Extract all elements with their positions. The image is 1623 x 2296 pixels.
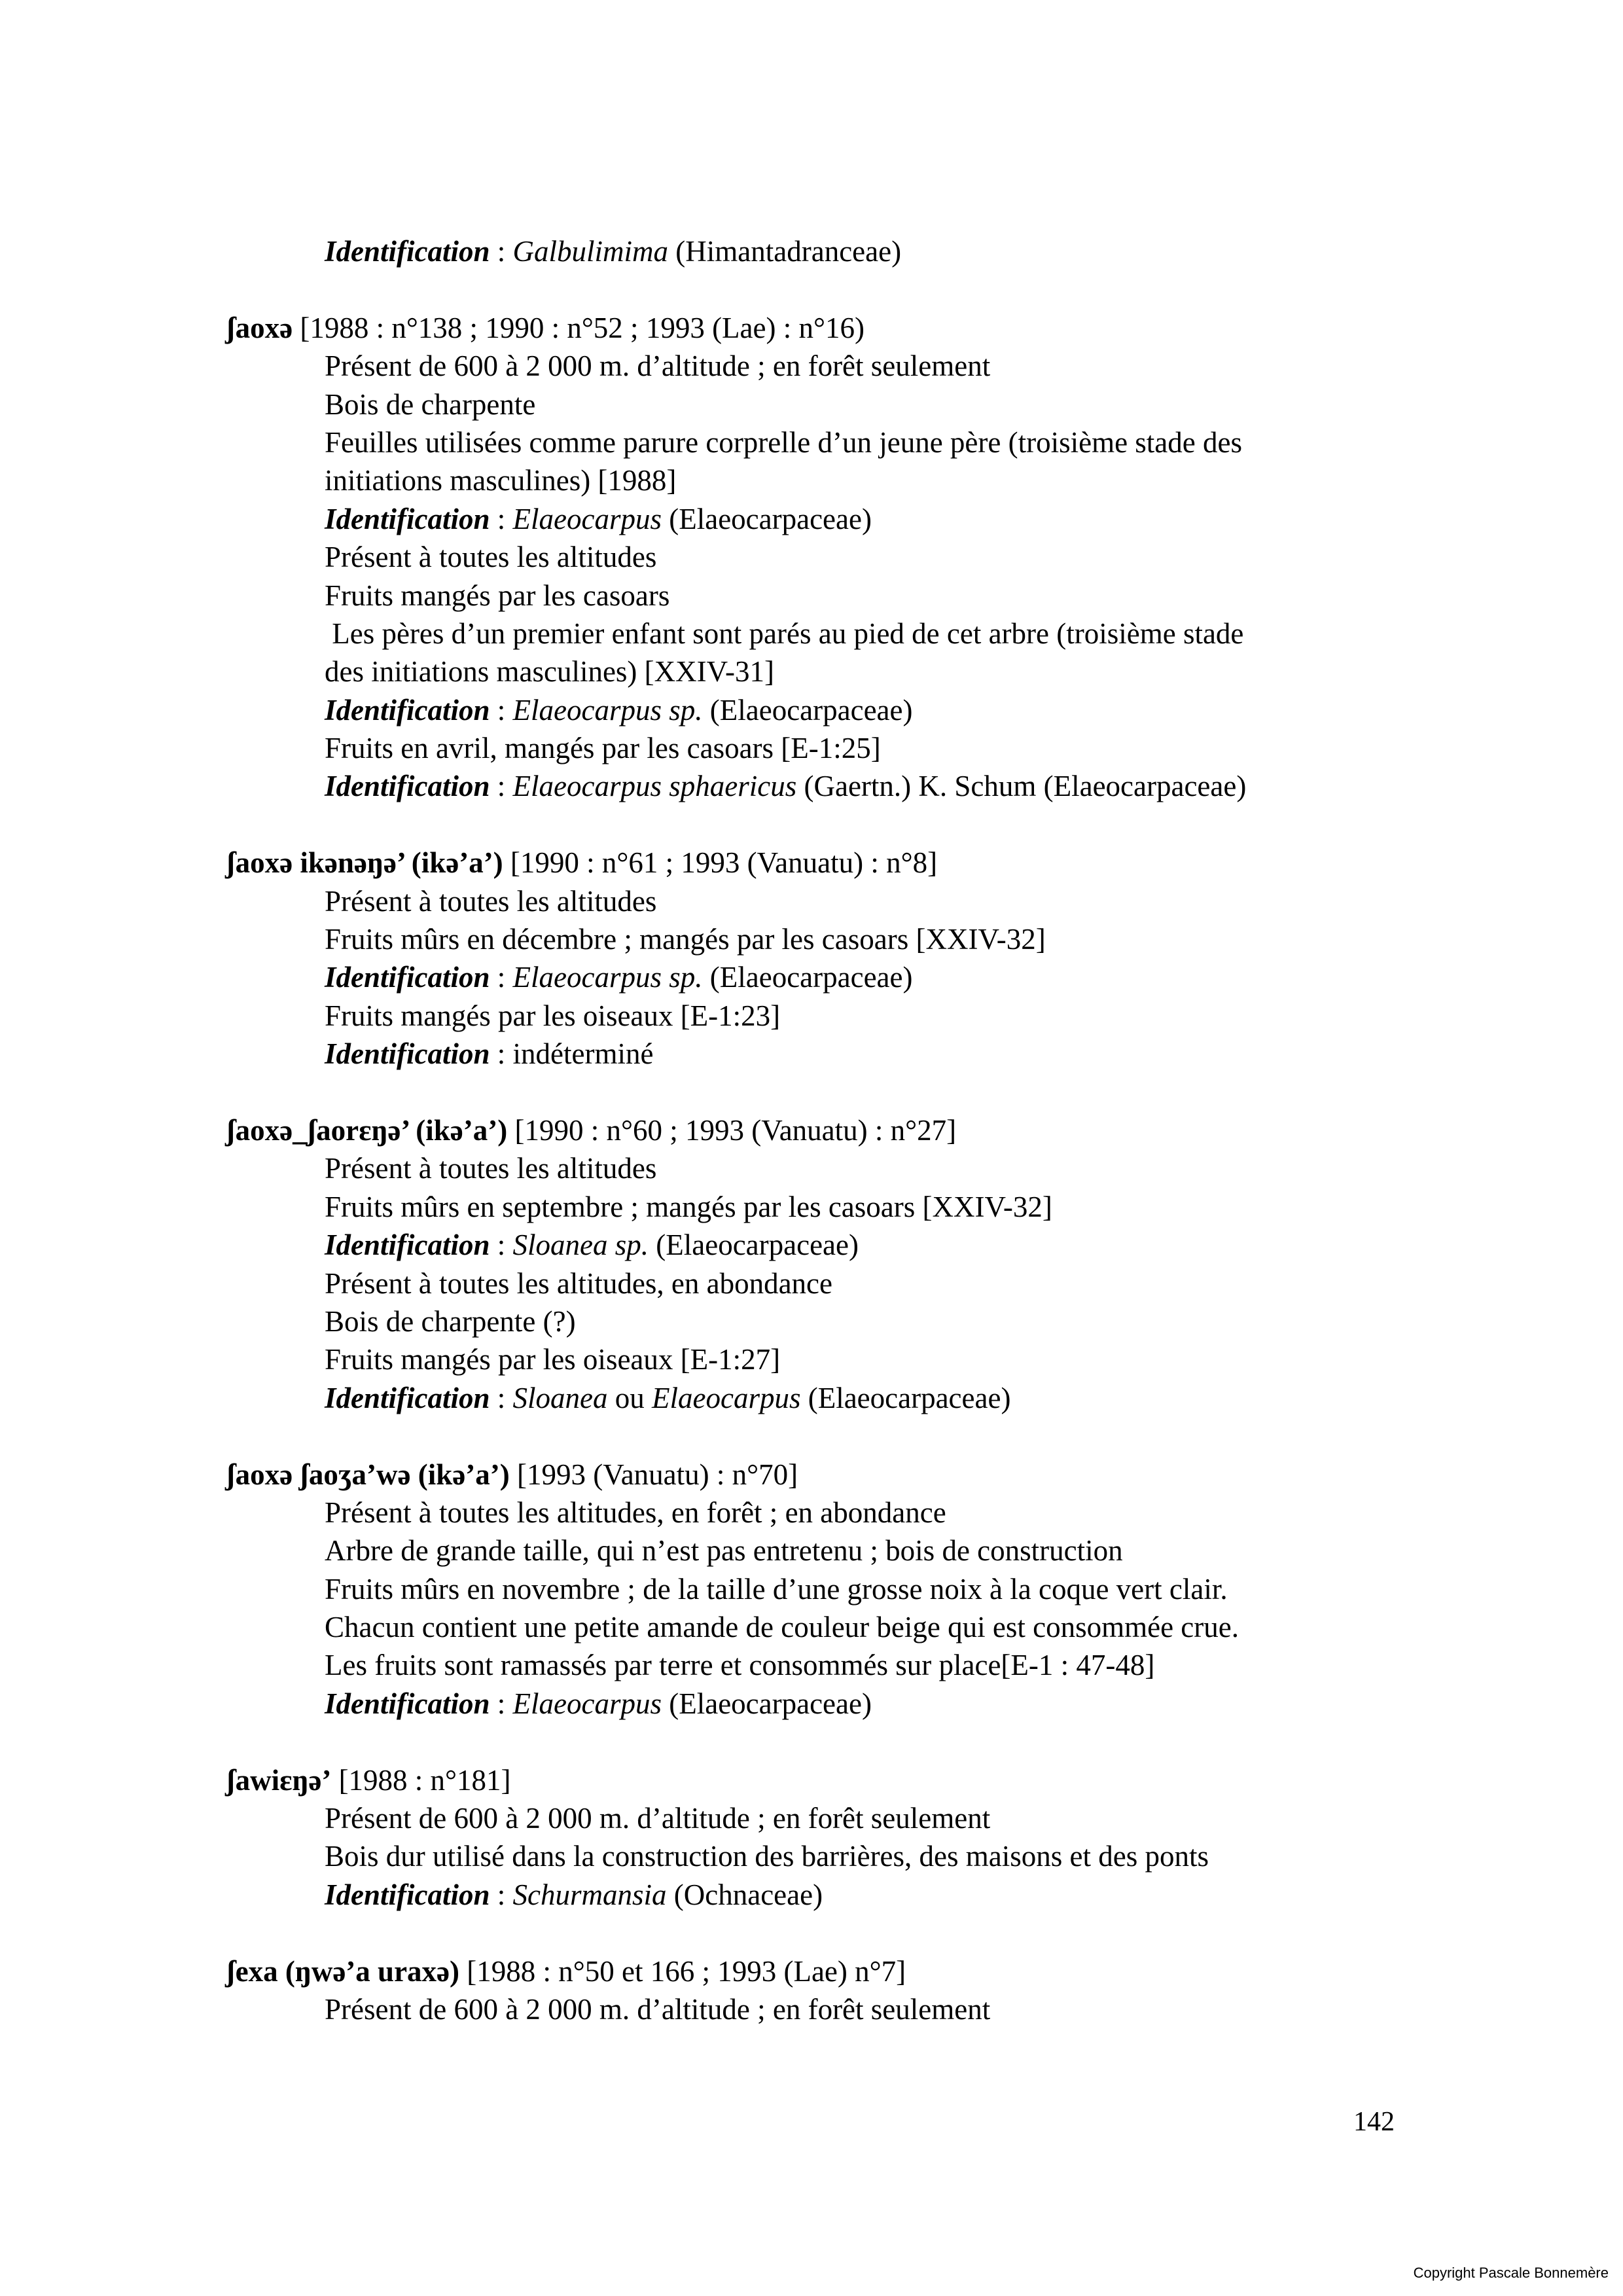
entry-reference: [1993 (Vanuatu) : n°70] bbox=[509, 1458, 798, 1491]
entry-line bbox=[226, 461, 1470, 499]
text-segment: (Elaeocarpaceae) bbox=[800, 1381, 1011, 1414]
entry-line bbox=[226, 1570, 1470, 1608]
entry-line bbox=[226, 920, 1470, 958]
identification-label: Identification bbox=[325, 502, 490, 535]
text-segment: Présent de 600 à 2 000 m. d’altitude ; en forêt seulement bbox=[325, 350, 991, 383]
spacer bbox=[226, 1914, 1470, 1952]
taxon-name: Elaeocarpus sphaericus bbox=[512, 770, 797, 803]
entry-line bbox=[226, 577, 1470, 615]
page-number: 142 bbox=[1353, 2107, 1395, 2137]
entry-line bbox=[226, 386, 1470, 423]
dictionary-entry bbox=[226, 1111, 1470, 1417]
entry-line bbox=[226, 1340, 1470, 1378]
entry-line bbox=[226, 1532, 1470, 1570]
entry-reference: [1988 : n°50 et 166 ; 1993 (Lae) n°7] bbox=[459, 1954, 906, 1988]
text-segment: Chacun contient une petite amande de couleur beige qui est consommée crue. bbox=[325, 1611, 1239, 1644]
entry-reference: [1988 : n°181] bbox=[331, 1763, 511, 1797]
text-segment: des initiations masculines) [XXIV-31] bbox=[325, 655, 774, 689]
text-segment: (Elaeocarpaceae) bbox=[702, 961, 913, 994]
taxon-name: Elaeocarpus bbox=[512, 1687, 662, 1720]
taxon-name: Elaeocarpus sp. bbox=[512, 961, 703, 994]
entry-reference: [1988 : n°138 ; 1990 : n°52 ; 1993 (Lae) : n°16) bbox=[293, 311, 865, 344]
entry-line bbox=[226, 1990, 1470, 2028]
dictionary-entry bbox=[226, 1952, 1470, 2029]
text-segment: Fruits mûrs en septembre ; mangés par les casoars [XXIV-32] bbox=[325, 1190, 1052, 1223]
text-segment: Fruits mangés par les oiseaux [E-1:27] bbox=[325, 1343, 781, 1376]
identification-label: Identification bbox=[325, 1687, 490, 1720]
dictionary-entry bbox=[226, 1456, 1470, 1723]
entry-line bbox=[226, 1646, 1470, 1684]
copyright-notice: Copyright Pascale Bonnemère bbox=[1413, 2265, 1609, 2281]
text-segment: Présent à toutes les altitudes bbox=[325, 884, 657, 918]
headword: ʃaoxə bbox=[226, 311, 293, 344]
text-segment: Feuilles utilisées comme parure corprelle d’un jeune père (troisième stade des bbox=[325, 425, 1242, 459]
entry-line bbox=[226, 232, 1470, 270]
text-segment: Arbre de grande taille, qui n’est pas entretenu ; bois de construction bbox=[325, 1534, 1123, 1568]
entry-line bbox=[226, 1837, 1470, 1875]
entry-line bbox=[226, 1494, 1470, 1532]
text-segment: : bbox=[490, 961, 513, 994]
identification-label: Identification bbox=[325, 1381, 490, 1414]
text-segment: (Ochnaceae) bbox=[666, 1878, 823, 1911]
entry-line bbox=[226, 997, 1470, 1035]
taxon-name: Elaeocarpus sp. bbox=[512, 693, 703, 726]
entry-line bbox=[226, 1302, 1470, 1340]
entry-reference: [1990 : n°60 ; 1993 (Vanuatu) : n°27] bbox=[507, 1113, 957, 1147]
taxon-name: Galbulimima bbox=[512, 235, 669, 268]
entry-line bbox=[226, 1685, 1470, 1723]
identification-label: Identification bbox=[325, 1878, 490, 1911]
text-segment: Les pères d’un premier enfant sont parés au pied de cet arbre (troisième stade bbox=[325, 617, 1244, 650]
taxon-name: Schurmansia bbox=[512, 1878, 667, 1911]
entry-line bbox=[226, 882, 1470, 920]
spacer bbox=[226, 1723, 1470, 1761]
entry-line bbox=[226, 1876, 1470, 1914]
text-segment: Fruits mûrs en novembre ; de la taille d’une grosse noix à la coque vert clair. bbox=[325, 1572, 1228, 1605]
text-segment: Les fruits sont ramassés par terre et consommés sur place[E-1 : 47-48] bbox=[325, 1649, 1155, 1682]
text-segment: (Elaeocarpaceae) bbox=[662, 502, 872, 535]
entry-line bbox=[226, 691, 1470, 729]
spacer bbox=[226, 270, 1470, 308]
dictionary-entry bbox=[226, 309, 1470, 806]
entry-heading bbox=[226, 309, 1470, 347]
entry-line bbox=[226, 615, 1470, 653]
spacer bbox=[226, 1073, 1470, 1111]
identification-label: Identification bbox=[325, 1037, 490, 1071]
headword: ʃaoxə_ʃaorɛŋə’ (ikə’a’) bbox=[226, 1113, 508, 1147]
text-segment: : bbox=[490, 770, 513, 803]
text-segment: Bois de charpente (?) bbox=[325, 1304, 576, 1338]
entry-line bbox=[226, 423, 1470, 461]
entry-line bbox=[226, 1035, 1470, 1073]
identification-label: Identification bbox=[325, 235, 490, 268]
entry-line bbox=[226, 1149, 1470, 1187]
document-body bbox=[226, 232, 1470, 2028]
text-segment: initiations masculines) [1988] bbox=[325, 464, 677, 497]
text-segment: : bbox=[490, 235, 513, 268]
entry-line bbox=[226, 1608, 1470, 1646]
text-segment: Présent à toutes les altitudes, en forêt ; en abondance bbox=[325, 1496, 946, 1529]
spacer bbox=[226, 806, 1470, 844]
text-segment: Présent à toutes les altitudes bbox=[325, 541, 657, 574]
text-segment: Présent à toutes les altitudes, en abondance bbox=[325, 1266, 833, 1300]
text-segment: Présent de 600 à 2 000 m. d’altitude ; en forêt seulement bbox=[325, 1992, 991, 2026]
spacer bbox=[226, 1417, 1470, 1455]
taxon-name: Elaeocarpus bbox=[652, 1381, 801, 1414]
entry-line bbox=[226, 347, 1470, 385]
identification-label: Identification bbox=[325, 770, 490, 803]
entry-heading bbox=[226, 1111, 1470, 1149]
text-segment: Fruits mangés par les oiseaux [E-1:23] bbox=[325, 999, 781, 1032]
text-segment: (Elaeocarpaceae) bbox=[662, 1687, 872, 1720]
text-segment: Fruits mûrs en décembre ; mangés par les casoars [XXIV-32] bbox=[325, 923, 1046, 956]
text-segment: : bbox=[490, 502, 513, 535]
text-segment: : bbox=[490, 1878, 513, 1911]
text-segment: Fruits mangés par les casoars bbox=[325, 579, 670, 612]
entry-line bbox=[226, 1799, 1470, 1837]
text-segment: Bois dur utilisé dans la construction des barrières, des maisons et des ponts bbox=[325, 1840, 1209, 1873]
text-segment: : bbox=[490, 1381, 513, 1414]
entry-heading bbox=[226, 1456, 1470, 1494]
text-segment: : bbox=[490, 1229, 513, 1262]
text-segment: : bbox=[490, 1687, 513, 1720]
text-segment: : bbox=[490, 693, 513, 726]
dictionary-entry bbox=[226, 844, 1470, 1073]
entry-line bbox=[226, 958, 1470, 996]
entry-reference: [1990 : n°61 ; 1993 (Vanuatu) : n°8] bbox=[503, 846, 938, 880]
text-segment: Bois de charpente bbox=[325, 387, 536, 421]
dictionary-entry bbox=[226, 1761, 1470, 1914]
entry-heading bbox=[226, 844, 1470, 882]
headword: ʃaoxə ʃaoʒa’wə (ikə’a’) bbox=[226, 1458, 510, 1491]
entry-line bbox=[226, 1379, 1470, 1417]
entry-heading bbox=[226, 1761, 1470, 1799]
identification-label: Identification bbox=[325, 961, 490, 994]
text-segment: (Gaertn.) K. Schum (Elaeocarpaceae) bbox=[796, 770, 1247, 803]
text-segment: : indéterminé bbox=[490, 1037, 654, 1071]
taxon-name: Sloanea bbox=[512, 1381, 608, 1414]
headword: ʃawiɛŋə’ bbox=[226, 1763, 332, 1797]
identification-label: Identification bbox=[325, 693, 490, 726]
text-segment: ou bbox=[607, 1381, 652, 1414]
entry-line bbox=[226, 500, 1470, 538]
entry-line bbox=[226, 767, 1470, 805]
entry-line bbox=[226, 1265, 1470, 1302]
text-segment: (Himantadranceae) bbox=[668, 235, 902, 268]
taxon-name: Elaeocarpus bbox=[512, 502, 662, 535]
text-segment: (Elaeocarpaceae) bbox=[702, 693, 913, 726]
entry-line bbox=[226, 1188, 1470, 1226]
entry-line bbox=[226, 729, 1470, 767]
entry-line bbox=[226, 538, 1470, 576]
text-segment: (Elaeocarpaceae) bbox=[649, 1229, 859, 1262]
text-segment: Fruits en avril, mangés par les casoars [E-1:25] bbox=[325, 732, 881, 765]
text-segment: Présent à toutes les altitudes bbox=[325, 1152, 657, 1185]
identification-label: Identification bbox=[325, 1229, 490, 1262]
entry-line bbox=[226, 653, 1470, 691]
taxon-name: Sloanea sp. bbox=[512, 1229, 649, 1262]
entry-line bbox=[226, 1226, 1470, 1264]
text-segment: Présent de 600 à 2 000 m. d’altitude ; en forêt seulement bbox=[325, 1802, 991, 1835]
headword: ʃaoxə ikənəŋə’ (ikə’a’) bbox=[226, 846, 503, 880]
headword: ʃexa (ŋwə’a uraxə) bbox=[226, 1954, 460, 1988]
entry-heading bbox=[226, 1952, 1470, 1990]
